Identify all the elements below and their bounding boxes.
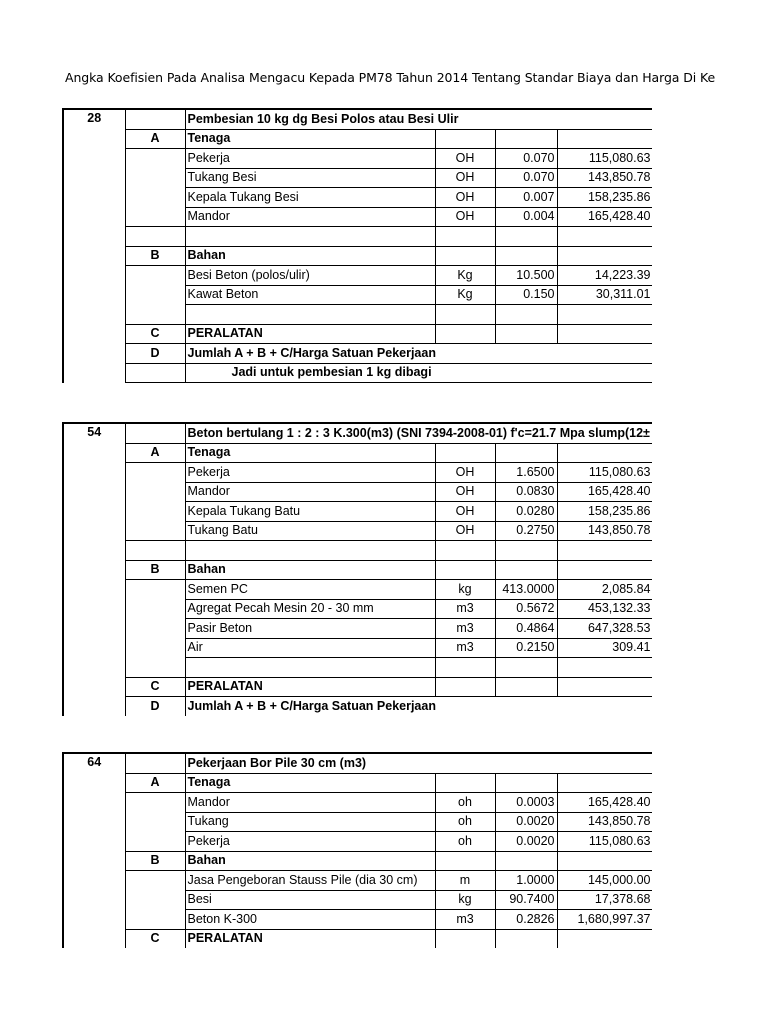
table-row: Kawat Beton Kg 0.150 30,311.01 [63,285,652,305]
item-title: Pekerjaan Bor Pile 30 cm (m3) [185,753,652,773]
group-code: B [125,851,185,871]
group-label: PERALATAN [185,929,435,948]
item-number: 54 [63,423,125,716]
note: Jadi untuk pembesian 1 kg dibagi [185,363,652,383]
table-row: Kepala Tukang Besi OH 0.007 158,235.86 [63,188,652,208]
table-row: Tukang Besi OH 0.070 143,850.78 [63,168,652,188]
item-number: 64 [63,753,125,948]
document-header: Angka Koefisien Pada Analisa Mengacu Kepada PM78 Tahun 2014 Tentang Standar Biaya dan Harga Di Ke [65,70,716,85]
total-label: Jumlah A + B + C/Harga Satuan Pekerjaan [185,344,652,364]
table-row: Jasa Pengeboran Stauss Pile (dia 30 cm) m 1.0000 145,000.00 [63,871,652,891]
table-row: Tukang Batu OH 0.2750 143,850.78 [63,521,652,541]
table-row: Beton K-300 m3 0.2826 1,680,997.37 [63,910,652,930]
analysis-section-28 [62,108,652,383]
table-row: Besi Beton (polos/ulir) Kg 10.500 14,223.39 [63,266,652,286]
analysis-section-54 [62,422,652,716]
analysis-table [62,108,652,383]
table-row: Kepala Tukang Batu OH 0.0280 158,235.86 [63,502,652,522]
analysis-table [62,422,652,716]
table-row: Pekerja OH 0.070 115,080.63 [63,149,652,169]
analysis-table [62,752,652,948]
table-row: Mandor OH 0.004 165,428.40 [63,207,652,227]
analysis-section-64 [62,752,652,948]
group-label: Bahan [185,560,435,580]
item-title: Pembesian 10 kg dg Besi Polos atau Besi Ulir [185,109,652,129]
group-code: A [125,443,185,463]
group-label: Bahan [185,851,435,871]
item-title: Beton bertulang 1 : 2 : 3 K.300(m3) (SNI 7394-2008-01) f'c=21.7 Mpa slump(12± [185,423,652,443]
table-row: Besi kg 90.7400 17,378.68 [63,890,652,910]
table-row: Pekerja OH 1.6500 115,080.63 [63,463,652,483]
group-code: D [125,344,185,364]
group-code: B [125,246,185,266]
group-code: D [125,697,185,717]
group-code: C [125,929,185,948]
group-label: PERALATAN [185,677,435,697]
group-label: Bahan [185,246,435,266]
table-row: Agregat Pecah Mesin 20 - 30 mm m3 0.5672 453,132.33 [63,599,652,619]
group-label: Tenaga [185,129,435,149]
group-code: B [125,560,185,580]
total-label: Jumlah A + B + C/Harga Satuan Pekerjaan [185,697,652,717]
table-row: Mandor oh 0.0003 165,428.40 [63,793,652,813]
group-code: C [125,677,185,697]
table-row: Pasir Beton m3 0.4864 647,328.53 [63,619,652,639]
group-label: Tenaga [185,773,435,793]
table-row: Pekerja oh 0.0020 115,080.63 [63,832,652,852]
table-row: Tukang oh 0.0020 143,850.78 [63,812,652,832]
table-row: Mandor OH 0.0830 165,428.40 [63,482,652,502]
table-row: Semen PC kg 413.0000 2,085.84 [63,580,652,600]
table-row: Air m3 0.2150 309.41 [63,638,652,658]
group-code: A [125,129,185,149]
group-label: Tenaga [185,443,435,463]
group-label: PERALATAN [185,324,435,344]
group-code: A [125,773,185,793]
group-code: C [125,324,185,344]
item-number: 28 [63,109,125,383]
